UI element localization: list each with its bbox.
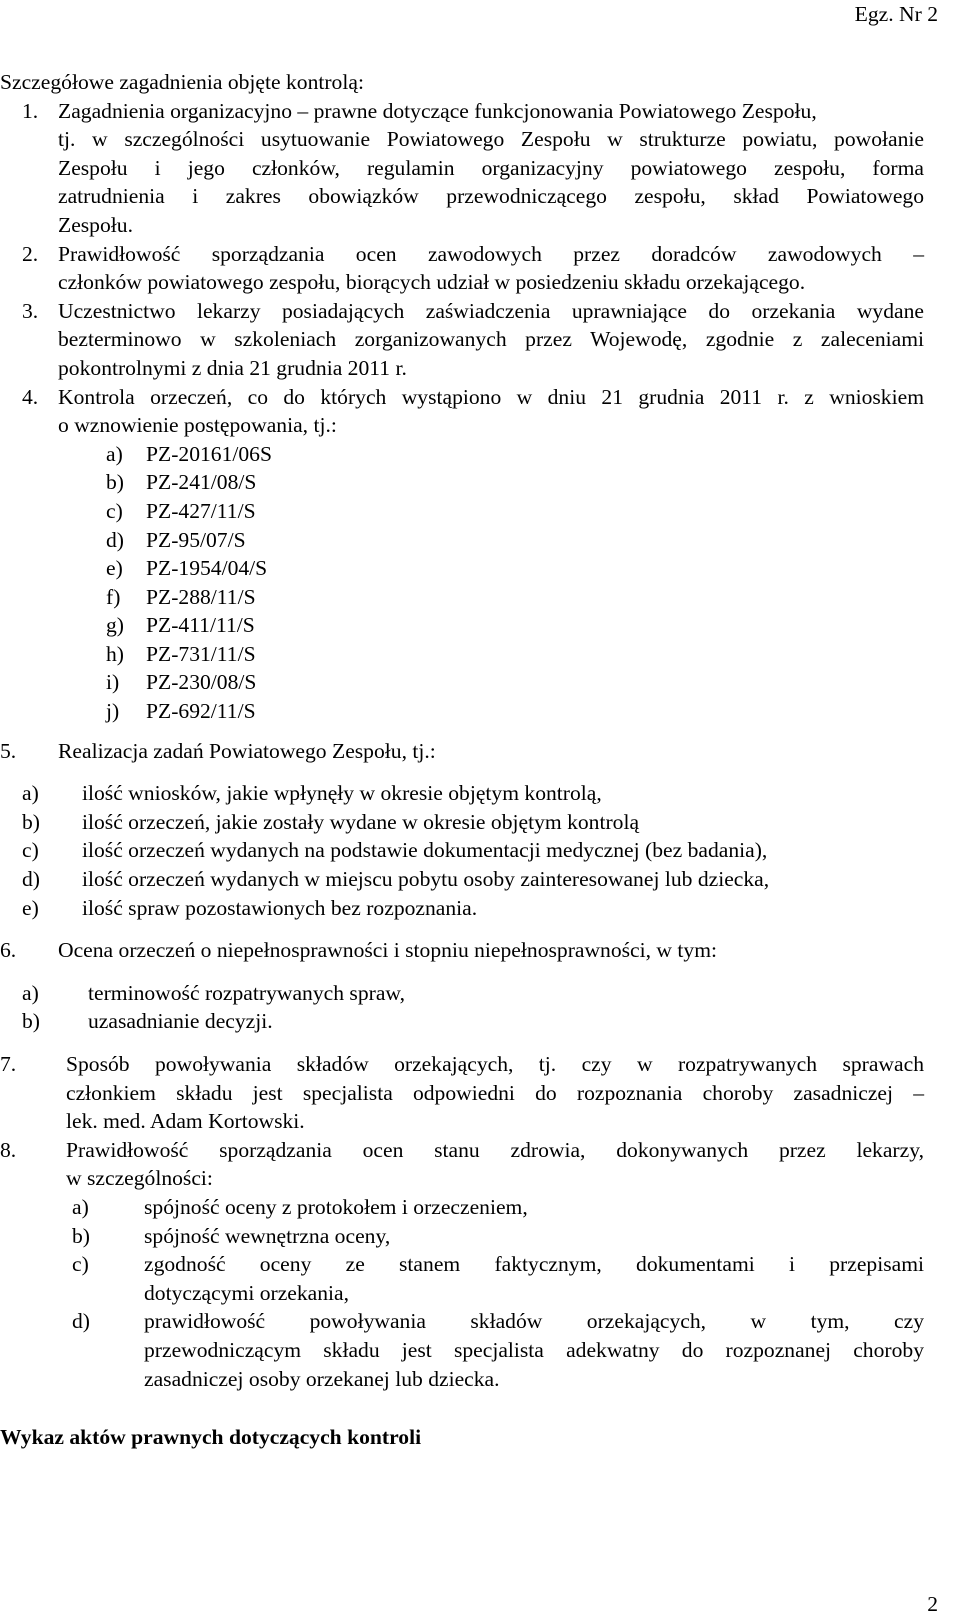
item-number: 7. (0, 1052, 17, 1076)
sub-text: przewodniczącym składu jest specjalista adekwatny do rozpoznanej choroby (144, 1337, 924, 1362)
item-number: 6. (0, 938, 17, 963)
case-number: PZ-1954/04/S (146, 556, 268, 581)
case-letter: d) (106, 527, 124, 552)
item-number: 3. (22, 298, 39, 323)
item-line: zatrudnienia i zakres obowiązków przewodniczącego zespołu, skład Powiatowego (58, 184, 924, 209)
sub-text: terminowość rozpatrywanych spraw, (88, 980, 405, 1005)
item-title: Realizacja zadań Powiatowego Zespołu, tj.: (58, 738, 436, 763)
sub-text: spójność wewnętrzna oceny, (144, 1223, 391, 1248)
item-line: Prawidłowość sporządzania ocen stanu zdrowia, dokonywanych przez lekarzy, (66, 1137, 924, 1162)
item-line: członkiem składu jest specjalista odpowiedni do rozpoznania choroby zasadniczej – (66, 1080, 924, 1105)
sub-letter: b) (22, 809, 40, 834)
item-line: Uczestnictwo lekarzy posiadających zaświadczenia uprawniające do orzekania wydane (58, 298, 924, 323)
sub-text: dotyczącymi orzekania, (144, 1280, 350, 1305)
item-3 (0, 297, 924, 383)
item-line: tj. w szczególności usytuowanie Powiatowego Zespołu w strukturze powiatu, powołanie (58, 127, 924, 152)
item-title: Ocena orzeczeń o niepełnosprawności i stopniu niepełnosprawności, w tym: (58, 938, 718, 963)
content (0, 68, 960, 1452)
sub-letter: d) (22, 867, 40, 892)
item-number: 8. (0, 1137, 17, 1162)
sub-text: spójność oceny z protokołem i orzeczeniem, (144, 1194, 528, 1219)
item-line: Zespołu. (58, 212, 133, 237)
case-letter: g) (106, 613, 124, 638)
sub-letter: e) (22, 895, 39, 920)
item-line: bezterminowo w szkoleniach zorganizowanych przez Wojewodę, zgodnie z zaleceniami (58, 327, 924, 352)
sub-letter: a) (72, 1194, 89, 1219)
item-line: lek. med. Adam Kortowski. (66, 1109, 305, 1134)
item-line: członków powiatowego zespołu, biorących udział w posiedzeniu składu orzekającego. (58, 270, 806, 295)
intro-text: Szczegółowe zagadnienia objęte kontrolą: (0, 70, 364, 94)
sub-letter: c) (72, 1252, 89, 1277)
item-2 (0, 240, 924, 297)
item-number: 2. (22, 241, 39, 266)
case-letter: i) (106, 670, 120, 695)
copy-number: Egz. Nr 2 (854, 2, 938, 26)
item-1 (0, 97, 960, 240)
item-number: 4. (22, 384, 39, 409)
page-number: 2 (927, 1592, 938, 1616)
sub-text: zasadniczej osoby orzekanej lub dziecka. (144, 1366, 500, 1391)
sub-letter: d) (72, 1309, 90, 1334)
item-line: Zespołu i jego członków, regulamin organizacyjny powiatowego zespołu, forma (58, 155, 924, 180)
item-number: 5. (0, 738, 17, 763)
item-line: Zagadnienia organizacyjno – prawne dotyczące funkcjonowania Powiatowego Zespołu, (58, 98, 817, 123)
case-number: PZ-95/07/S (146, 527, 246, 552)
case-letter: a) (106, 441, 123, 466)
case-list (0, 440, 960, 726)
item-line: Sposób powoływania składów orzekających, tj. czy w rozpatrywanych sprawach (66, 1052, 924, 1076)
case-letter: b) (106, 470, 124, 495)
sub-list (0, 979, 960, 1036)
case-letter: h) (106, 641, 124, 666)
case-number: PZ-411/11/S (146, 613, 255, 638)
case-letter: e) (106, 556, 123, 581)
item-line: pokontrolnymi z dnia 21 grudnia 2011 r. (58, 355, 407, 380)
case-number: PZ-20161/06S (146, 441, 272, 466)
case-number: PZ-692/11/S (146, 699, 256, 724)
item-6 (0, 936, 960, 1036)
item-7 (0, 1050, 924, 1136)
sub-letter: b) (22, 1009, 40, 1034)
item-number: 1. (22, 98, 39, 123)
sub-text: zgodność oceny ze stanem faktycznym, dokumentami i przepisami (144, 1252, 924, 1277)
sub-letter: c) (22, 838, 39, 863)
sub-letter: a) (22, 980, 39, 1005)
case-letter: j) (106, 699, 120, 724)
item-line: Prawidłowość sporządzania ocen zawodowych przez doradców zawodowych – (58, 241, 924, 266)
sub-list (0, 1193, 960, 1393)
case-number: PZ-731/11/S (146, 641, 256, 666)
sub-letter: b) (72, 1223, 90, 1248)
case-letter: c) (106, 498, 123, 523)
sub-text: ilość orzeczeń, jakie zostały wydane w okresie objętym kontrolą (82, 809, 640, 834)
sub-text: ilość spraw pozostawionych bez rozpoznania. (82, 895, 478, 920)
case-letter: f) (106, 584, 121, 609)
item-line: o wznowienie postępowania, tj.: (58, 413, 337, 438)
item-4 (0, 383, 924, 440)
case-number: PZ-230/08/S (146, 670, 257, 695)
case-number: PZ-288/11/S (146, 584, 256, 609)
sub-list (0, 779, 960, 922)
item-line: Kontrola orzeczeń, co do których wystąpiono w dniu 21 grudnia 2011 r. z wnioskiem (58, 384, 924, 409)
item-8 (0, 1136, 924, 1193)
sub-text: ilość wniosków, jakie wpłynęły w okresie objętym kontrolą, (82, 781, 602, 806)
section-heading: Wykaz aktów prawnych dotyczących kontroli (0, 1425, 422, 1450)
sub-text: ilość orzeczeń wydanych w miejscu pobytu osoby zainteresowanej lub dziecka, (82, 867, 770, 892)
sub-text: uzasadnianie decyzji. (88, 1009, 273, 1034)
case-number: PZ-241/08/S (146, 470, 257, 495)
case-number: PZ-427/11/S (146, 498, 256, 523)
item-line: w szczególności: (66, 1166, 213, 1191)
item-5 (0, 737, 960, 923)
sub-letter: a) (22, 781, 39, 806)
sub-text: prawidłowość powoływania składów orzekających, w tym, czy (144, 1309, 924, 1334)
sub-text: ilość orzeczeń wydanych na podstawie dokumentacji medycznej (bez badania), (82, 838, 768, 863)
